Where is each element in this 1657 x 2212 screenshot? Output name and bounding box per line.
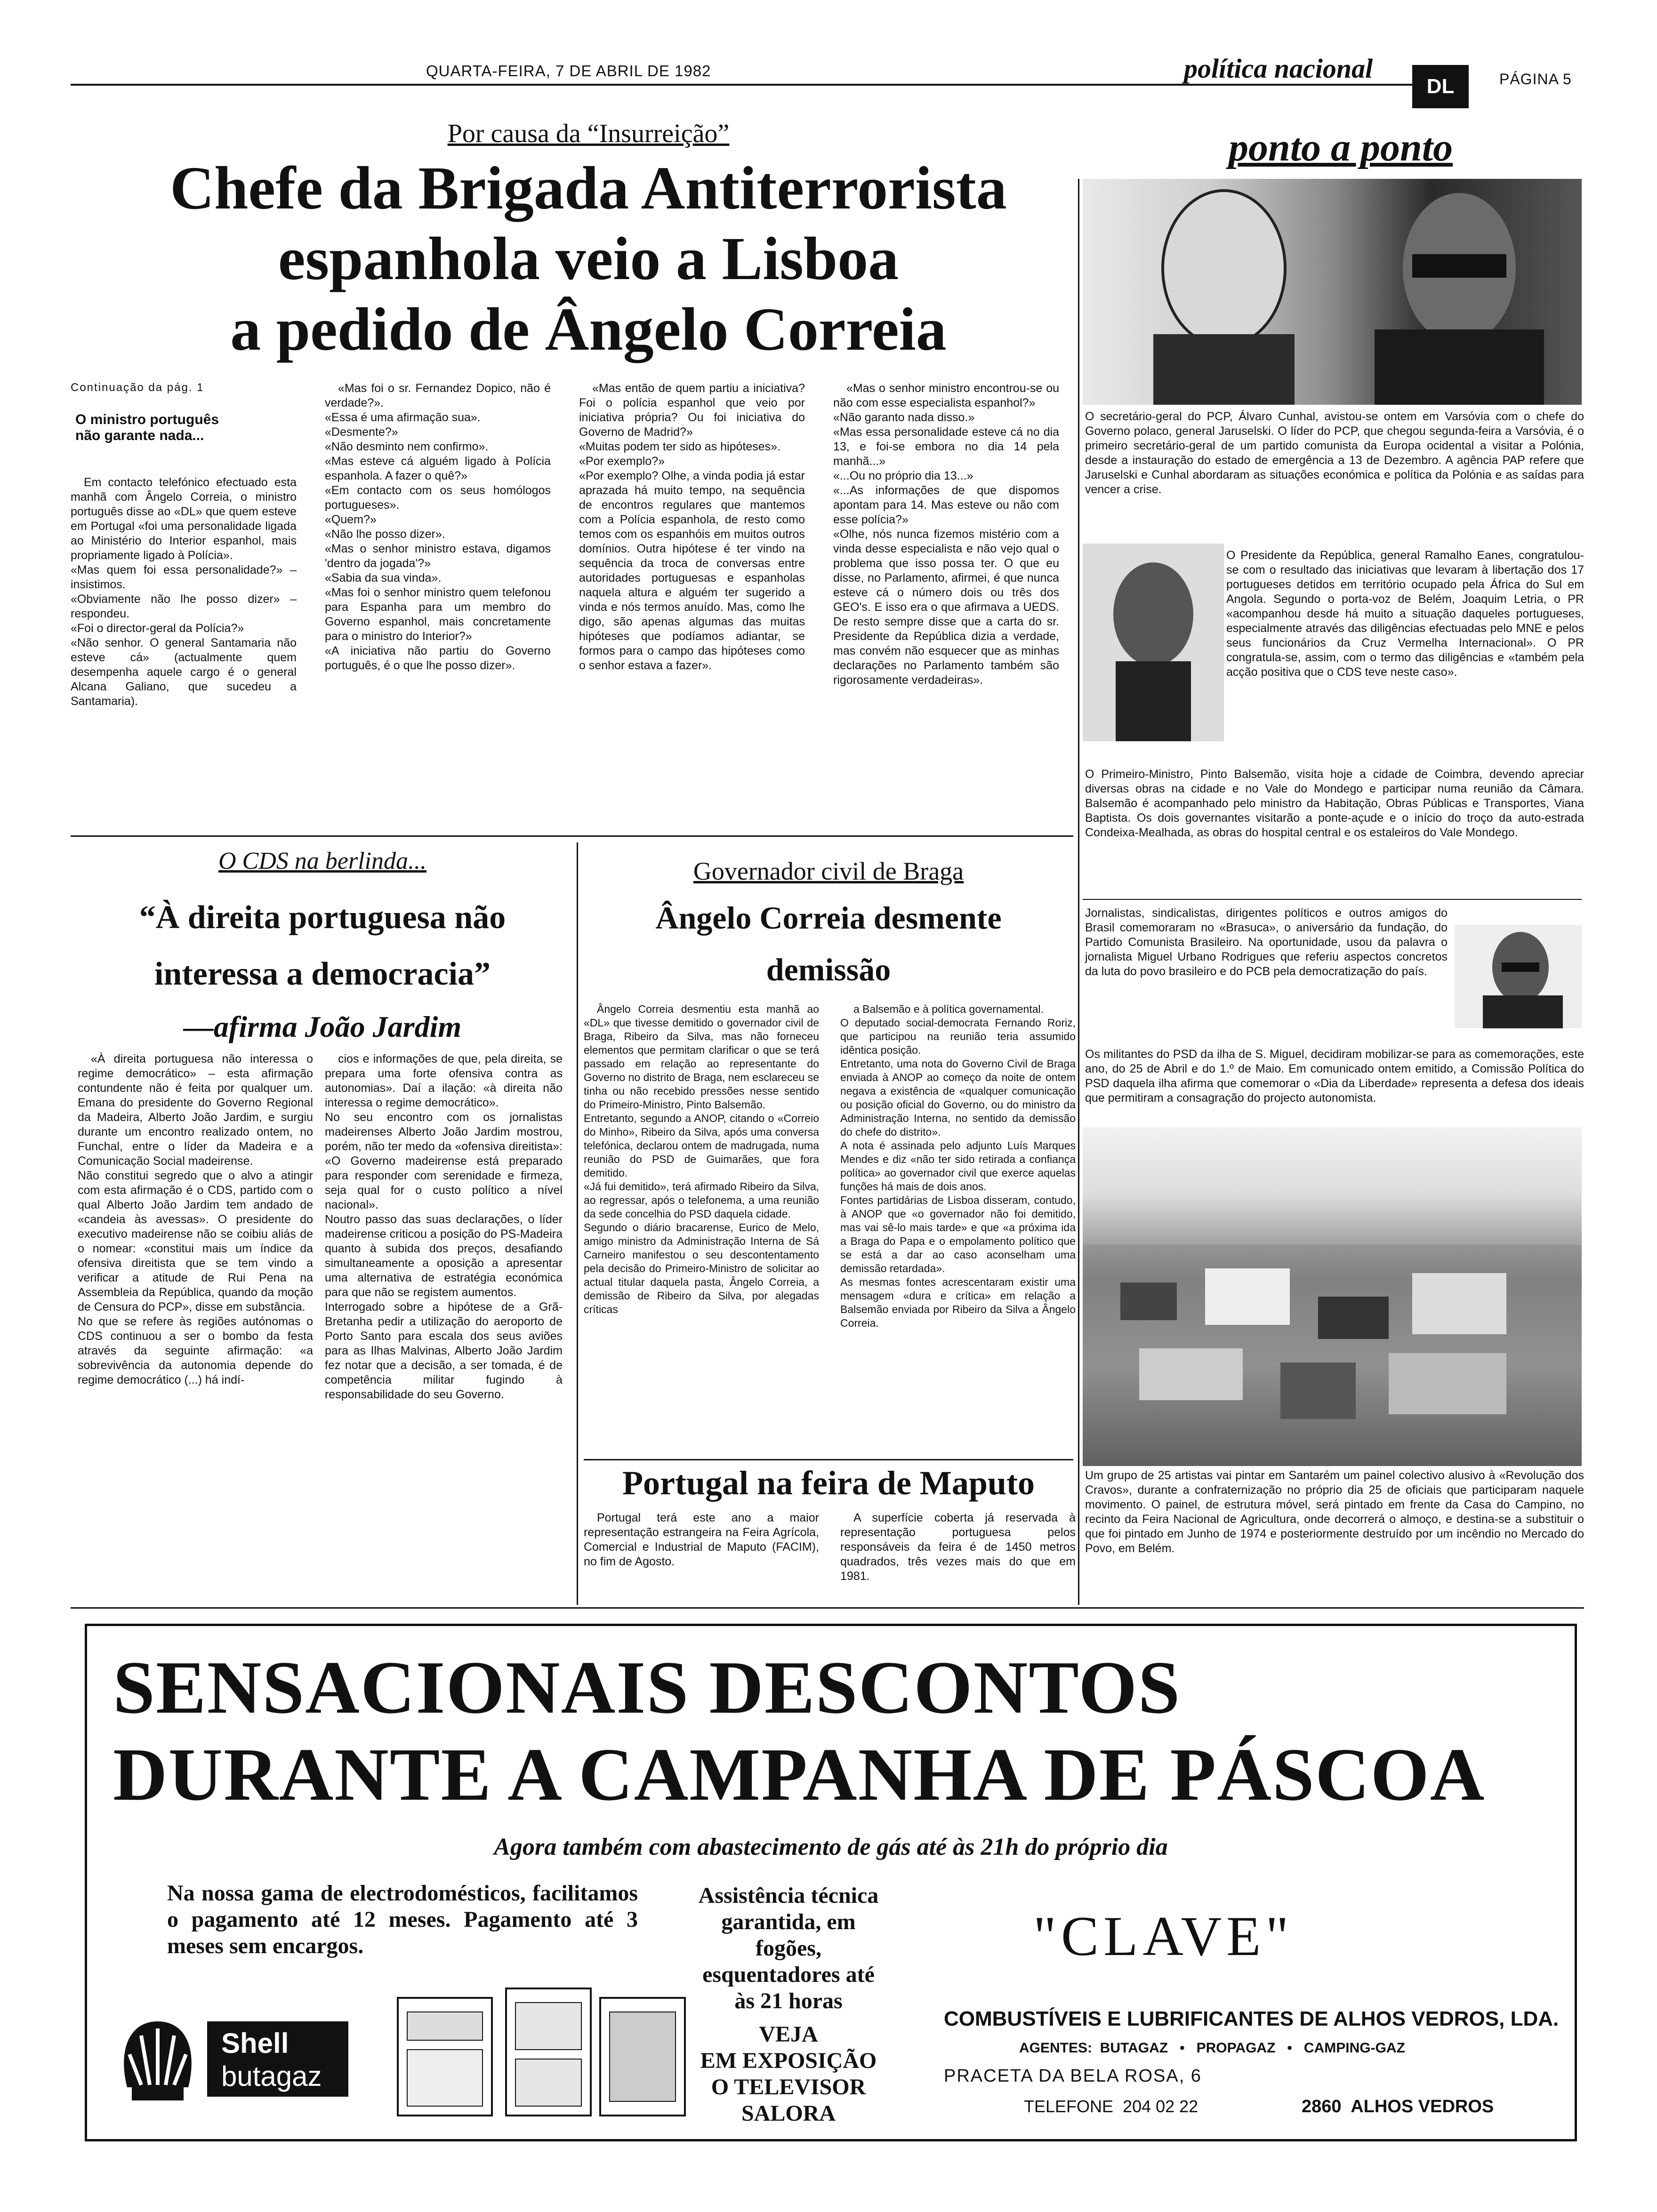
- photo-cunhal-jaruselski-figures: [1083, 179, 1582, 405]
- main-column-1: Em contacto telefónico efectuado esta manhã com Ângelo Correia, o ministro português disse ao «DL» que quem esteve em Portugal «foi uma personalidade ligada ao Ministério do Interior espanhol, mais propriamente ligado à Polícia». «Mas quem foi essa personalidade?» – insistimos. «Obviamente não lhe posso dizer» – respondeu. «Foi o director-geral da Polícia?» «Não senhor. O general Santamaria não esteve cá» (actualmente quem desempenha aquele cargo é o general Alcana Galiano, que sucedeu a Santamaria).: [71, 476, 297, 708]
- continuation-note: Continuação da pág. 1: [71, 381, 204, 394]
- ad-headline-2: DURANTE A CAMPANHA DE PÁSCOA: [113, 1732, 1486, 1816]
- clave-town: 2860 ALHOS VEDROS: [1302, 2097, 1494, 2116]
- maputo-headline: Portugal na feira de Maputo: [622, 1464, 1035, 1502]
- main-column-4: «Mas o senhor ministro encontrou-se ou não com esse especialista espanhol?» «Não garanto nada disso.» «Mas essa personalidade esteve cá no dia 13, e foi-se embora no dia 14 pela manhã...» «...Ou no próprio dia 13...» «...As informações de que dispomos apontam para 14. Mas esteve ou não com esse polícia?» «Olhe, nós nunca fizemos mistério com a vinda desse especialista e não vejo qual o problema que isso possa ter. O que eu disse, no Parlamento, afirmei, é que nunca esteve cá o número dois ou três dos GEO's. E isso era o que afirmava a UEDS. De resto sempre disse que a carta do sr. Presidente da República dizia a verdade, mas convém não esquecer que as minhas declarações no Parlamento também são rigorosamente verdadeiras».: [833, 382, 1059, 687]
- divider-vertical-left: [577, 842, 578, 1605]
- ponto-item-2: O Presidente da República, general Ramalho Eanes, congratulou-se com o resultado das iniciativas que levaram à libertação dos 17 portugueses detidos em território ocupado pela África do Sul em Angola. Segundo o porta-voz de Belém, Joaquim Letria, o PR «acompanhou desde há muito a situação daqueles portugueses, especialmente através das diligências efectuadas pelo MNE e pelos seus funcionários da Cruz Vermelha Internacional». O PR congratula-se, assim, com o termo das diligências e «também pela acção positiva que o CDS teve neste caso».: [1226, 549, 1584, 679]
- ponto-item-6: Um grupo de 25 artistas vai pintar em Santarém um painel colectivo alusivo à «Revolução dos Cravos», durante a confraternização no próprio dia 25 de oficiais que participaram naquele movimento. O painel, de estrutura móvel, será pintado em frente da Casa do Campino, no recinto da Feira Nacional de Agricultura, onde decorrerá o almoço, e destina-se a substituir o que foi pintado em Junho de 1974 e posteriormente destruído por um incêndio no Mercado do Povo, em Belém.: [1085, 1469, 1584, 1555]
- butagaz-label: butagaz: [221, 2060, 322, 2092]
- ad-left-text: Na nossa gama de electrodomésticos, facilitamos o pagamento até 12 meses. Pagamento até 3 meses sem encargos.: [167, 1881, 638, 1958]
- appliance-illustration: [388, 1984, 694, 2120]
- main-kicker: Por causa da “Insurreição”: [447, 119, 730, 148]
- ponto-item-1: O secretário-geral do PCP, Álvaro Cunhal, avistou-se ontem em Varsóvia com o chefe do Governo polaco, general Jaruselski. O líder do PCP, que chegou segunda-feira a Varsóvia, é o primeiro secretário-geral de um partido comunista da Europa ocidental a visitar a Polónia, desde a instauração do estado de emergência a 13 de Dezembro. A agência PAP refere que Jaruselski e Cunhal abordaram as situações económica e política da Polónia e as saídas para vencer a crise.: [1085, 410, 1584, 496]
- clave-address: PRACETA DA BELA ROSA, 6: [944, 2066, 1202, 2086]
- divider-main: [71, 835, 1073, 837]
- main-column-3: «Mas então de quem partiu a iniciativa? Foi o polícia espanhol que veio por iniciativa própria? Ou foi iniciativa do Governo de Madrid?» «Muitas podem ter sido as hipóteses». «Por exemplo?» «Por exemplo? Olhe, a vinda podia já estar aprazada há muito tempo, na sequência de encontros regulares que mantemos com a Polícia espanhola, de resto como temos com os espanhóis em muitos outros domínios. Outra hipótese é ter vindo na sequência da troca de conversas entre autoridades portuguesas e espanholas naquela altura e alguém ter sugerido a vinda e nós termos anuído. Mas, como lhe digo, são apenas algumas das muitas hipóteses que podíamos adiantar, se formos para o campo das hipóteses como o senhor estava a fazer».: [579, 382, 805, 672]
- braga-column-1: Ângelo Correia desmentiu esta manhã ao «DL» que tivesse demitido o governador civil de Braga, Ribeiro da Silva, mas não forneceu elementos que permitam clarificar o que se terá passado em relação ao representante do Governo no distrito de Braga, nem esclareceu se tinha ou não recebido pressões nesse sentido do Primeiro-Ministro, Pinto Balsemão. Entretanto, segundo a ANOP, citando o «Correio do Minho», Ribeiro da Silva, após uma conversa telefónica, declarou ontem de madrugada, numa reunião do PSD de Guimarães, que fora demitido. «Já fui demitido», terá afirmado Ribeiro da Silva, ao regressar, após o telefonema, a uma reunião da sede concelhia do PSD daquela cidade. Segundo o diário bracarense, Eurico de Melo, amigo ministro da Administração Interna de Sá Carneiro manifestou o seu descontentamento pela decisão do Primeiro-Ministro de solicitar ao actual titular daquela pasta, Ângelo Correia, a demissão de Ribeiro da Silva, por alegadas críticas: [584, 1003, 819, 1315]
- photo-eanes: [1083, 544, 1224, 741]
- divider-braga: [584, 1459, 1073, 1460]
- ad-box: [85, 1624, 1577, 2141]
- ad-veja-text: VEJA EM EXPOSIÇÃO O TELEVISOR SALORA: [700, 2022, 877, 2126]
- main-column-2: «Mas foi o sr. Fernandez Dopico, não é verdade?». «Essa é uma afirmação sua». «Desmente?» «Não desminto nem confirmo». «Mas esteve cá alguém ligado à Polícia espanhola. A fazer o quê?» «Em contacto com os seus homólogos portugueses». «Quem?» «Não lhe posso dizer». «Mas o senhor ministro estava, digamos 'dentro da jogada'?» «Sabia da sua vinda». «Mas foi o senhor ministro quem telefonou para Espanha para um membro do Governo espanhol, mais concretamente para o ministro do Interior?» «A iniciativa não partiu do Governo português, é o que lhe posso dizer».: [325, 382, 551, 672]
- photo-urbano-rodrigues: [1455, 925, 1582, 1028]
- maputo-column-1: Portugal terá este ano a maior representação estrangeira na Feira Agrícola, Comercial e Industrial de Maputo (FACIM), no fim de Agosto.: [584, 1511, 819, 1568]
- photo-aerial-city: [1083, 1127, 1582, 1466]
- cds-column-1: «À direita portuguesa não interessa o regime democrático» – esta afirmação contundente não é feita por qualquer um. Emana do presidente do Governo Regional da Madeira, Alberto João Jardim, e surgiu durante um encontro realizado ontem, no Funchal, entre o líder da Madeira e a Comunicação Social madeirense. Não constitui segredo que o alvo a atingir com esta afirmação é o CDS, partido com o qual Alberto João Jardim tem andado de «candeia às avessas». O presidente do executivo madeirense não se coibiu aliás de o nomear: «constitui mais um índice da ofensiva direitista que se tem vindo a verificar a atitude de Rui Pena na Assembleia da República, quando da moção de Censura do PCP», disse em substância. No que se refere às regiões autónomas o CDS continuou a ser o bombo da festa através da seguinte afirmação: «a sobrevivência da autonomia depende do regime democrático (...) há indí-: [78, 1052, 313, 1387]
- divider-ponto: [1083, 899, 1582, 900]
- ad-middle-text: Assistência técnica garantida, em fogões, esquentadores até às 21 horas: [698, 1883, 879, 2013]
- clave-phone: TELEFONE 204 02 22: [1024, 2097, 1199, 2116]
- main-headline-1: Chefe da Brigada Antiterrorista: [170, 154, 1007, 222]
- braga-column-2: a Balsemão e à política governamental. O deputado social-democrata Fernando Roriz, que participou na reunião teria assumido idêntica posição. Entretanto, uma nota do Governo Civil de Braga enviada à ANOP ao começo da noite de ontem negava a existência de «qualquer comunicação ou posição oficial do Governo, ou do ministro da Administração Interna, no sentido da demissão do chefe do distrito». A nota é assinada pelo adjunto Luís Marques Mendes e diz «não ter sido retirada a confiança política» ao governador civil que exerce aquelas funções há mais de dois anos. Fontes partidárias de Lisboa disseram, contudo, à ANOP que «o governador não foi demitido, mas vai sê-lo mais tarde» e que «a próxima ida a Braga do Papa e o empolamento político que se está a dar ao caso aconselham uma demissão retardada». As mesmas fontes acrescentaram existir uma mensagem «dura e crítica» em relação a Balsemão enviada por Ribeiro da Silva a Ângelo Correia.: [840, 1003, 1076, 1329]
- braga-headline-2: demissão: [766, 952, 891, 987]
- shell-butagaz-box: [207, 2021, 348, 2097]
- divider-before-ad: [71, 1607, 1584, 1609]
- main-subhead: O ministro português não garante nada...: [75, 412, 219, 443]
- photo-aerial-city-buildings: [1083, 1127, 1582, 1466]
- ponto-a-ponto-title: ponto a ponto: [1229, 126, 1453, 169]
- photo-cunhal-jaruselski: [1083, 179, 1582, 405]
- ponto-item-5: Os militantes do PSD da ilha de S. Miguel, decidiram mobilizar-se para as comemorações, este ano, do 25 de Abril e do 1.º de Maio. Em comunicado ontem emitido, a Comissão Política do PSD daquela ilha afirma que comemorar o «Dia da Liberdade» representa a defesa dos ideais que permitiram a consagração do projecto autonomista.: [1085, 1048, 1584, 1105]
- braga-headline-1: Ângelo Correia desmente: [655, 900, 1002, 936]
- photo-urbano-figure: [1455, 925, 1582, 1028]
- maputo-column-2: A superfície coberta já reservada à representação portuguesa pelos responsáveis da feira é de 1450 metros quadrados, três vezes mais do que em 1981.: [840, 1511, 1076, 1583]
- photo-eanes-figure: [1083, 544, 1224, 741]
- main-headline-3: a pedido de Ângelo Correia: [230, 296, 947, 363]
- page-number: PÁGINA 5: [1499, 71, 1572, 88]
- ponto-item-3: O Primeiro-Ministro, Pinto Balsemão, visita hoje a cidade de Coimbra, devendo apreciar diversas obras na cidade e no Vale do Mondego e participar numa reunião da Câmara. Balsemão é acompanhado pelo ministro da Habitação, Obras Públicas e Transportes, Viana Baptista. Os dois governantes visitarão a ponte-açude e o início do troço da auto-estrada Condeixa-Mealhada, as obras do hospital central e os estaleiros do Vale Mondego.: [1085, 768, 1584, 839]
- ad-subline: Agora também com abastecimento de gás até às 21h do próprio dia: [494, 1834, 1168, 1860]
- clave-agents: AGENTES: BUTAGAZ • PROPAGAZ • CAMPING-GAZ: [1019, 2040, 1405, 2056]
- ponto-item-4: Jornalistas, sindicalistas, dirigentes políticos e outros amigos do Brasil comemoraram no «Brasuca», o aniversário da fundação, do Partido Comunista Brasileiro. Na oportunidade, usou da palavra o jornalista Miguel Urbano Rodrigues que referiu aspectos concretos da luta do povo brasileiro e do PCB pela democratização do país.: [1085, 906, 1448, 978]
- appliances-icon: [388, 1984, 694, 2120]
- cds-headline-2: interessa a democracia”: [154, 956, 491, 992]
- cds-headline-1: “À direita portuguesa não: [139, 899, 506, 936]
- main-headline-2: espanhola veio a Lisboa: [278, 225, 899, 293]
- cds-kicker: O CDS na berlinda...: [218, 848, 426, 874]
- ad-headline-1: SENSACIONAIS DESCONTOS: [113, 1645, 1181, 1729]
- divider-vertical-right: [1078, 179, 1079, 1605]
- cds-byline: —afirma João Jardim: [183, 1010, 462, 1043]
- shell-logo-block: [113, 2017, 358, 2106]
- cds-column-2: cios e informações de que, pela direita, se prepara uma forte ofensiva contra as autonomias». Daí a ilação: «à direita não interessa o regime democrático». No seu encontro com os jornalistas madeirenses Alberto João Jardim mostrou, porém, não ter medo da «ofensiva direitista»: «O Governo madeirense está preparado para responder com serenidade e firmeza, seja qual for o custo político a nível nacional». Noutro passo das suas declarações, o líder madeirense criticou a posição do PS-Madeira quanto à subida dos preços, desafiando simultaneamente a oposição a apresentar uma alternativa de estratégia económica para que não se registem aumentos. Interrogado sobre a hipótese de a Grã-Bretanha pedir a utilização do aeroporto de Porto Santo para escala dos seus aviões para as Ilhas Malvinas, Alberto João Jardim fez notar que a decisão, a ser tomada, é de competência militar fugindo à responsabilidade do seu Governo.: [325, 1052, 563, 1401]
- header-date: QUARTA-FEIRA, 7 DE ABRIL DE 1982: [426, 62, 711, 80]
- clave-brand: "CLAVE": [1033, 1905, 1294, 1967]
- dl-badge: DL: [1412, 65, 1469, 108]
- section-title: política nacional: [1184, 53, 1373, 84]
- braga-kicker: Governador civil de Braga: [693, 857, 964, 885]
- clave-company: COMBUSTÍVEIS E LUBRIFICANTES DE ALHOS VEDROS, LDA.: [944, 2007, 1559, 2030]
- shell-label: Shell: [221, 2028, 289, 2059]
- shell-icon: [113, 2017, 202, 2106]
